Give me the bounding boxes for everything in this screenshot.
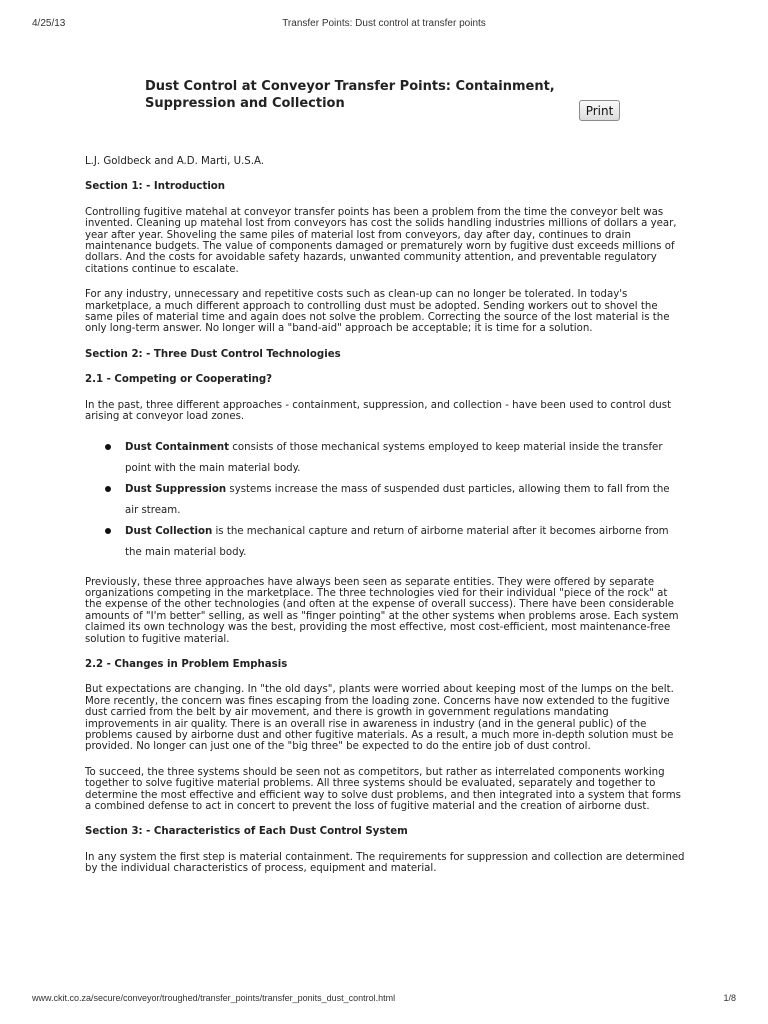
print-button[interactable]: Print	[579, 100, 620, 121]
page-count: 1/8	[723, 993, 736, 1003]
section-1-paragraph-1: Controlling fugitive matehal at conveyor transfer points has been a problem from the time the conveyor belt was invented. Cleaning up matehal lost from conveyors has cost the solids handling industries millions of dollars a year, year after year. Shoveling the same piles of material lost from conveyors, day after day, continues to drain maintenance budgets. The value of components damaged or prematurely worn by fugitive dust exceeds millions of dollars. And the costs for avoidable safety hazards, unwanted community attention, and preventable regulatory citations continue to escalate.	[85, 206, 677, 275]
print-url: www.ckit.co.za/secure/conveyor/troughed/transfer_points/transfer_ponits_dust_control.html	[32, 993, 396, 1003]
print-date: 4/25/13	[32, 18, 66, 29]
list-item-term: Dust Containment	[125, 441, 230, 453]
list-item-text: systems increase the mass of suspended dust particles, allowing them to fall from the air stream.	[125, 483, 670, 516]
list-item-term: Dust Collection	[125, 525, 213, 537]
list-item	[85, 437, 685, 479]
authors: L.J. Goldbeck and A.D. Marti, U.S.A.	[85, 156, 264, 167]
list-item-text: is the mechanical capture and return of airborne material after it becomes airborne from the main material body.	[125, 525, 669, 558]
section-1-heading: Section 1: - Introduction	[85, 181, 226, 193]
subsection-2-1-paragraph-1: In the past, three different approaches - containment, suppression, and collection - have been used to control dust arising at conveyor load zones.	[85, 399, 672, 423]
print-page-title: Transfer Points: Dust control at transfer points	[282, 18, 486, 29]
subsection-2-1-paragraph-2: Previously, these three approaches have always been seen as separate entities. They were offered by separate organizations competing in the marketplace. The three technologies vied for their individual "piece of the rock" at the expense of the other technologies (and often at the expense of overall success). There have been considerable amounts of "I'm better" selling, as well as "finger pointing" at the other systems when problems arose. Each system claimed its own technology was the best, providing the most effective, most cost-efficient, most maintenance-free solution to fugitive material.	[85, 576, 679, 645]
subsection-2-1-heading: 2.1 - Competing or Cooperating?	[85, 374, 273, 386]
subsection-2-2-heading: 2.2 - Changes in Problem Emphasis	[85, 658, 288, 670]
subsection-2-2-paragraph-1: But expectations are changing. In "the old days", plants were worried about keeping most of the lumps on the belt. More recently, the concern was fines escaping from the loading zone. Concerns have now extended to the fugitive dust carried from the belt by air movement, and there is growth in government regulations mandating improvements in air quality. There is an overall rise in awareness in industry (and in the general public) of the problems caused by airborne dust and other fugitive materials. As a result, a much more in-depth solution must be provided. No longer can just one of the "big three" be expected to do the entire job of dust control.	[85, 684, 674, 753]
section-2-heading: Section 2: - Three Dust Control Technologies	[85, 348, 341, 360]
article-body	[85, 156, 685, 889]
list-item	[85, 479, 685, 521]
list-item-text: consists of those mechanical systems employed to keep material inside the transfer point with the main material body.	[125, 441, 663, 474]
section-1-paragraph-2: For any industry, unnecessary and repetitive costs such as clean-up can no longer be tolerated. In today's marketplace, a much different approach to controlling dust must be adopted. Sending workers out to shovel the same piles of material time and again does not solve the problem. Correcting the source of the lost material is the only long-term answer. No longer will a "band-aid" approach be acceptable; it is time for a solution.	[85, 289, 670, 335]
document-title: Dust Control at Conveyor Transfer Points: Containment, Suppression and Collection	[145, 79, 555, 111]
list-item	[85, 521, 685, 563]
technology-list	[85, 437, 685, 563]
section-3-paragraph-1: In any system the first step is material containment. The requirements for suppression and collection are determined by the individual characteristics of process, equipment and material.	[85, 851, 685, 875]
list-item-term: Dust Suppression	[125, 483, 227, 495]
section-3-heading: Section 3: - Characteristics of Each Dust Control System	[85, 826, 408, 838]
subsection-2-2-paragraph-2: To succeed, the three systems should be seen not as competitors, but rather as interrelated components working together to solve fugitive material problems. All three systems should be evaluated, separately and together to determine the most effective and efficient way to solve dust problems, and then integrated into a system that forms a combined defense to act in concert to prevent the loss of fugitive material and the creation of airborne dust.	[85, 766, 681, 812]
